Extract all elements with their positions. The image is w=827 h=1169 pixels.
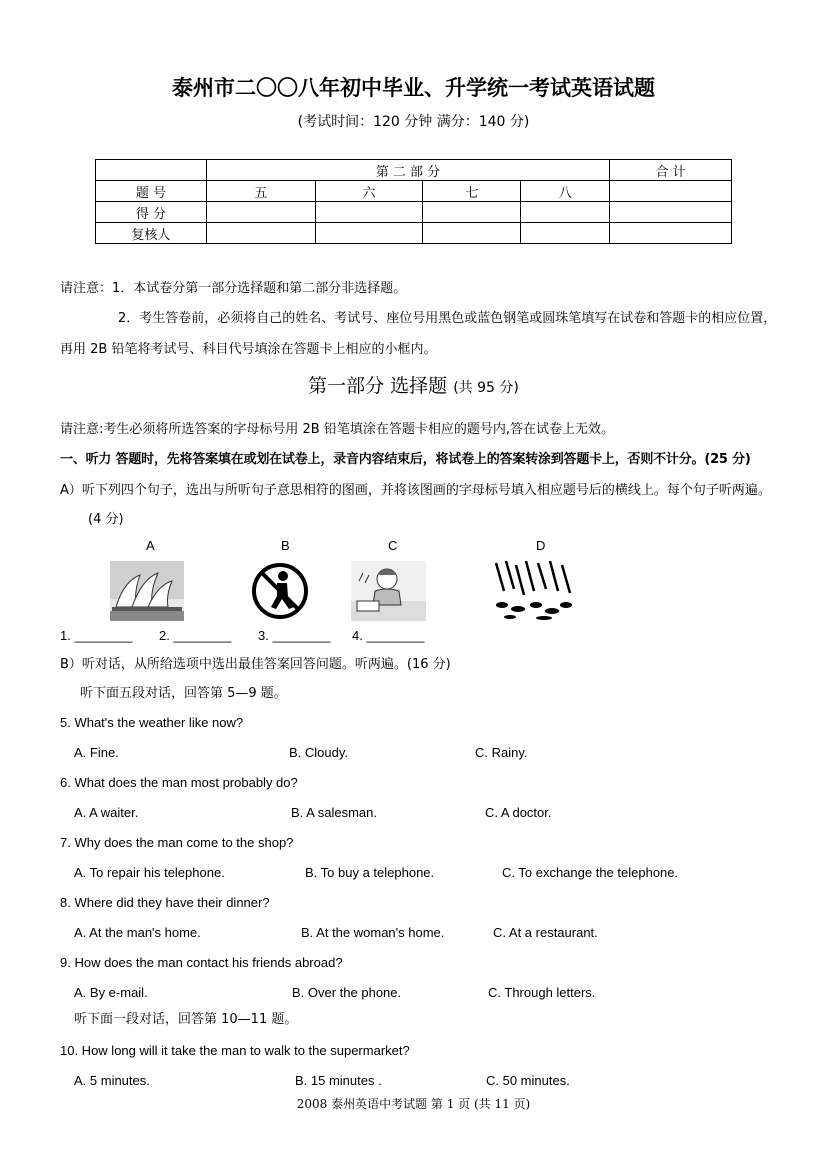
note-1: 请注意：1．本试卷分第一部分选择题和第二部分非选择题。 bbox=[60, 281, 407, 296]
table-cell bbox=[206, 223, 315, 244]
table-cell bbox=[423, 223, 521, 244]
question-10: 10. How long will it take the man to walk to the supermarket? bbox=[60, 1043, 410, 1058]
option-a[interactable]: A. 5 minutes. bbox=[74, 1073, 150, 1088]
answer-blank-3[interactable]: 3. ________ bbox=[258, 628, 331, 643]
option-a[interactable]: A. By e-mail. bbox=[74, 985, 148, 1000]
note-2a: 2．考生答卷前，必须将自己的姓名、考试号、座位号用黑色或蓝色钢笔或圆珠笔填写在试卷和答题卡的相应位置， bbox=[118, 311, 777, 326]
option-b[interactable]: B. At the woman's home. bbox=[301, 925, 445, 940]
group-1-instruction: 听下面五段对话，回答第 5—9 题。 bbox=[80, 686, 287, 701]
table-cell bbox=[206, 202, 315, 223]
table-cell bbox=[610, 223, 732, 244]
option-c[interactable]: C. At a restaurant. bbox=[493, 925, 598, 940]
column-label: 六 bbox=[315, 181, 423, 202]
option-a[interactable]: A. To repair his telephone. bbox=[74, 865, 225, 880]
option-a[interactable]: A. At the man's home. bbox=[74, 925, 201, 940]
picture-label-d: D bbox=[536, 538, 546, 553]
table-cell bbox=[610, 202, 732, 223]
part1-heading bbox=[0, 371, 827, 398]
column-label: 八 bbox=[521, 181, 610, 202]
part1-score: (共 95 分) bbox=[453, 380, 519, 396]
option-b[interactable]: B. A salesman. bbox=[291, 805, 377, 820]
option-b[interactable]: B. To buy a telephone. bbox=[305, 865, 435, 880]
column-label: 五 bbox=[206, 181, 315, 202]
answer-blank-2[interactable]: 2. ________ bbox=[159, 628, 232, 643]
table-cell bbox=[521, 202, 610, 223]
option-b[interactable]: B. Cloudy. bbox=[289, 745, 349, 760]
table-cell bbox=[315, 223, 423, 244]
row-label: 复核人 bbox=[96, 223, 207, 244]
note-2b: 再用 2B 铅笔将考试号、科目代号填涂在答题卡上相应的小框内。 bbox=[60, 342, 437, 357]
option-c[interactable]: C. A doctor. bbox=[485, 805, 552, 820]
listening-heading: 一、听力 答题时，先将答案填在或划在试卷上，录音内容结束后，将试卷上的答案转涂到答题卡上，否则不计分。(25 分) bbox=[60, 452, 751, 467]
question-9: 9. How does the man contact his friends abroad? bbox=[60, 955, 343, 970]
option-c[interactable]: C. Rainy. bbox=[475, 745, 528, 760]
exam-title: 泰州市二〇〇八年初中毕业、升学统一考试英语试题 bbox=[172, 76, 655, 100]
question-5: 5. What's the weather like now? bbox=[60, 715, 244, 730]
table-row bbox=[96, 202, 732, 223]
part-a-score: (4 分) bbox=[88, 512, 124, 527]
picture-label-b: B bbox=[281, 538, 290, 553]
picture-label-a: A bbox=[146, 538, 155, 553]
question-6: 6. What does the man most probably do? bbox=[60, 775, 298, 790]
table-cell bbox=[315, 202, 423, 223]
exam-subtitle: (考试时间：120 分钟 满分：140 分) bbox=[297, 114, 530, 130]
table-cell bbox=[521, 223, 610, 244]
table-cell bbox=[96, 160, 207, 181]
option-b[interactable]: B. 15 minutes . bbox=[295, 1073, 382, 1088]
opera-house-picture bbox=[110, 561, 184, 621]
part-label: 第 二 部 分 bbox=[206, 160, 609, 181]
option-c[interactable]: C. Through letters. bbox=[488, 985, 596, 1000]
question-7: 7. Why does the man come to the shop? bbox=[60, 835, 294, 850]
picture-label-c: C bbox=[388, 538, 398, 553]
page-footer: 2008 泰州英语中考试题 第 1 页 (共 11 页) bbox=[296, 1097, 531, 1111]
option-c[interactable]: C. 50 minutes. bbox=[486, 1073, 570, 1088]
table-cell bbox=[423, 202, 521, 223]
option-a[interactable]: A. Fine. bbox=[74, 745, 119, 760]
option-a[interactable]: A. A waiter. bbox=[74, 805, 139, 820]
column-label: 七 bbox=[423, 181, 521, 202]
table-row bbox=[96, 160, 732, 181]
part1-title: 第一部分 选择题 bbox=[308, 375, 448, 397]
table-row bbox=[96, 181, 732, 202]
prohibition-sign-picture bbox=[250, 561, 310, 621]
option-b[interactable]: B. Over the phone. bbox=[292, 985, 402, 1000]
answer-blank-4[interactable]: 4. ________ bbox=[352, 628, 425, 643]
score-table bbox=[95, 159, 732, 244]
part1-instruction: 请注意:考生必须将所选答案的字母标号用 2B 铅笔填涂在答题卡相应的题号内,答在试卷上无效。 bbox=[60, 422, 614, 437]
total-label: 合 计 bbox=[610, 160, 732, 181]
row-label: 得 分 bbox=[96, 202, 207, 223]
option-c[interactable]: C. To exchange the telephone. bbox=[502, 865, 679, 880]
table-row bbox=[96, 223, 732, 244]
part-a-instruction: A）听下列四个句子，选出与所听句子意思相符的图画，并将该图画的字母标号填入相应题号后的横线上。每个句子听两遍。 bbox=[60, 483, 771, 498]
group-2-instruction: 听下面一段对话，回答第 10—11 题。 bbox=[74, 1012, 298, 1027]
row-label: 题 号 bbox=[96, 181, 207, 202]
person-at-desk-picture bbox=[351, 561, 426, 621]
table-cell bbox=[610, 181, 732, 202]
rain-picture bbox=[492, 561, 576, 621]
question-8: 8. Where did they have their dinner? bbox=[60, 895, 270, 910]
answer-blank-1[interactable]: 1. ________ bbox=[60, 628, 133, 643]
part-b-instruction: B）听对话，从所给选项中选出最佳答案回答问题。听两遍。(16 分) bbox=[60, 657, 451, 672]
